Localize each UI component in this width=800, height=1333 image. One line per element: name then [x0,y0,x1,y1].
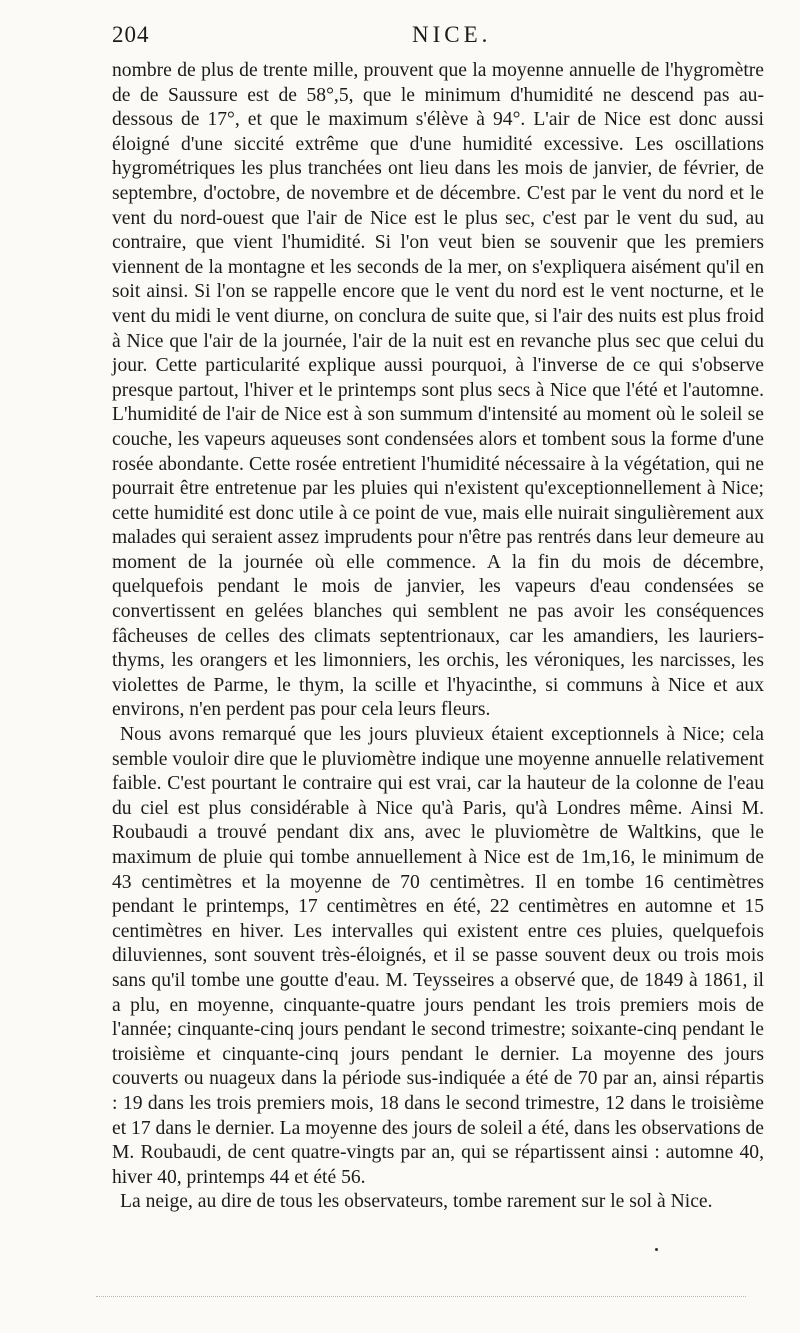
paragraph-snow: La neige, au dire de tous les observateurs, tombe rarement sur le sol à Nice. [120,1191,713,1213]
running-head: NICE. [412,22,492,47]
body-text [112,59,764,1215]
page-header [0,22,800,56]
print-speck [655,1248,658,1251]
page-number: 204 [112,22,150,47]
paragraph-rainfall: Nous avons remarqué que les jours pluvieux étaient exceptionnels à Nice; cela semble vouloir dire que le pluviomètre indique une moyenne annuelle relativement faible. C'est pourtant le contraire qui est vrai, car la hauteur de la colonne de l'eau du ciel est plus considérable à Nice qu'à Paris, qu'à Londres même. Ainsi M. Roubaudi a trouvé pendant dix ans, avec le pluviomètre de Waltkins, que le maximum de pluie qui tombe annuellement à Nice est de 1m,16, le minimum de 43 centimètres et la moyenne de 70 centimètres. Il en tombe 16 centimètres pendant le printemps, 17 centimètres en été, 22 centimètres en automne et 15 centimètres en hiver. Les intervalles qui existent entre ces pluies, quelquefois diluviennes, sont souvent très-éloignés, et il se passe souvent deux ou trois mois sans qu'il tombe une goutte d'eau. M. Teysseires a observé que, de 1849 à 1861, il a plu, en moyenne, cinquante-quatre jours pendant les trois premiers mois de l'année; cinquante-cinq jours pendant le second trimestre; soixante-cinq pendant le troisième et cinquante-cinq jours pendant le dernier. La moyenne des jours couverts ou nuageux dans la période sus-indiquée a été de 70 par an, ainsi répartis : 19 dans les trois premiers mois, 18 dans le second trimestre, 12 dans le troisième et 17 dans le dernier. La moyenne des jours de soleil a été, dans les observations de M. Roubaudi, de cent quatre-vingts par an, qui se répartissent ainsi : automne 40, hiver 40, printemps 44 et été 56. [112,724,764,1188]
footer-dotted-rule [96,1296,746,1297]
paragraph-humidity: nombre de plus de trente mille, prouvent que la moyenne annuelle de l'hygromètre de de Saussure est de 58°,5, que le minimum d'humidité ne descend pas au-dessous de 17°, et que le maximum s'élève à 94°. L'air de Nice est donc aussi éloigné d'une siccité extrême que d'une humidité excessive. Les oscillations hygrométriques les plus tranchées ont lieu dans les mois de janvier, de février, de septembre, d'octobre, de novembre et de décembre. C'est par le vent du nord et le vent du nord-ouest que l'air de Nice est le plus sec, c'est par le vent du sud, au contraire, que vient l'humidité. Si l'on veut bien se souvenir que les premiers viennent de la montagne et les seconds de la mer, on s'expliquera aisément qu'il en soit ainsi. Si l'on se rappelle encore que le vent du nord est le vent nocturne, et le vent du midi le vent diurne, on conclura de suite que, si l'air des nuits est plus froid à Nice que l'air de la journée, l'air de la nuit est en revanche plus sec que celui du jour. Cette particularité explique aussi pourquoi, à l'inverse de ce qui s'observe presque partout, l'hiver et le printemps sont plus secs à Nice que l'été et l'automne. L'humidité de l'air de Nice est à son summum d'intensité au moment où le soleil se couche, les vapeurs aqueuses sont condensées alors et tombent sous la forme d'une rosée abondante. Cette rosée entretient l'humidité nécessaire à la végétation, qui ne pourrait être entretenue par les pluies qui n'existent qu'exceptionnellement à Nice; cette humidité est donc utile à ce point de vue, mais elle nuirait singulièrement aux malades qui seraient assez imprudents pour n'être pas rentrés dans leur demeure au moment de la journée où elle commence. A la fin du mois de décembre, quelquefois pendant le mois de janvier, les vapeurs d'eau condensées se convertissent en gelées blanches qui semblent ne pas avoir les conséquences fâcheuses de celles des climats septentrionaux, car les amandiers, les lauriers-thyms, les orangers et les limonniers, les orchis, les véroniques, les narcisses, les violettes de Parme, le thym, la scille et l'hyacinthe, si communs à Nice et aux environs, n'en perdent pas pour cela leurs fleurs. [112,60,764,721]
